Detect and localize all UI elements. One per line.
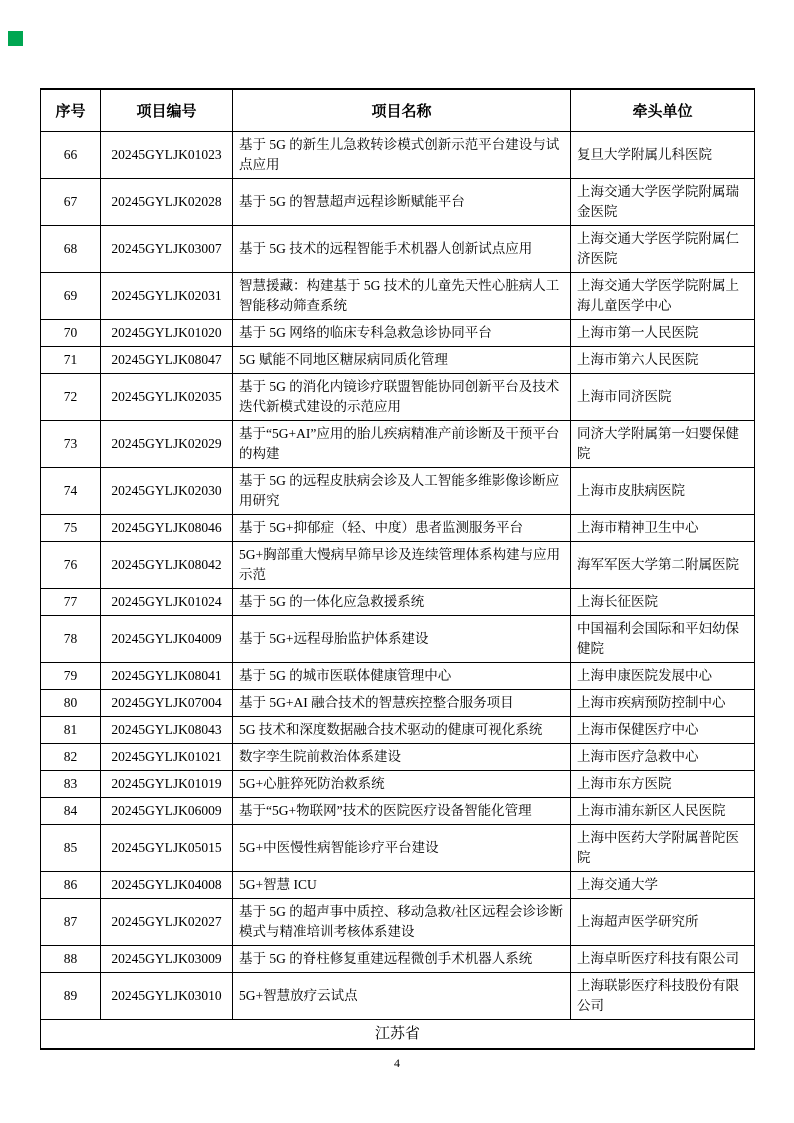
project-code-cell: 20245GYLJK08043 bbox=[101, 717, 233, 744]
lead-unit-cell: 上海市第六人民医院 bbox=[571, 347, 755, 374]
row-index-cell: 86 bbox=[41, 872, 101, 899]
project-name-cell: 基于 5G+AI 融合技术的智慧疾控整合服务项目 bbox=[233, 690, 571, 717]
project-code-cell: 20245GYLJK01019 bbox=[101, 771, 233, 798]
project-name-cell: 基于 5G 的超声事中质控、移动急救/社区远程会诊诊断模式与精准培训考核体系建设 bbox=[233, 899, 571, 946]
row-index-cell: 72 bbox=[41, 374, 101, 421]
col-header-lead-unit: 牵头单位 bbox=[571, 89, 755, 132]
row-index-cell: 73 bbox=[41, 421, 101, 468]
lead-unit-cell: 上海卓昕医疗科技有限公司 bbox=[571, 946, 755, 973]
project-name-cell: 基于“5G+AI”应用的胎儿疾病精准产前诊断及干预平台的构建 bbox=[233, 421, 571, 468]
row-index-cell: 87 bbox=[41, 899, 101, 946]
table-row bbox=[41, 690, 755, 717]
row-index-cell: 84 bbox=[41, 798, 101, 825]
project-code-cell: 20245GYLJK04009 bbox=[101, 616, 233, 663]
table-row bbox=[41, 825, 755, 872]
lead-unit-cell: 上海交通大学医学院附属仁济医院 bbox=[571, 226, 755, 273]
project-code-cell: 20245GYLJK02029 bbox=[101, 421, 233, 468]
project-code-cell: 20245GYLJK02035 bbox=[101, 374, 233, 421]
project-code-cell: 20245GYLJK01024 bbox=[101, 589, 233, 616]
table-row bbox=[41, 717, 755, 744]
project-name-cell: 基于 5G 的新生儿急救转诊模式创新示范平台建设与试点应用 bbox=[233, 132, 571, 179]
table-row bbox=[41, 226, 755, 273]
table-row bbox=[41, 744, 755, 771]
row-index-cell: 77 bbox=[41, 589, 101, 616]
lead-unit-cell: 上海市医疗急救中心 bbox=[571, 744, 755, 771]
project-name-cell: 基于 5G 的消化内镜诊疗联盟智能协同创新平台及技术迭代新模式建设的示范应用 bbox=[233, 374, 571, 421]
table-row bbox=[41, 273, 755, 320]
lead-unit-cell: 海军军医大学第二附属医院 bbox=[571, 542, 755, 589]
row-index-cell: 80 bbox=[41, 690, 101, 717]
lead-unit-cell: 同济大学附属第一妇婴保健院 bbox=[571, 421, 755, 468]
project-name-cell: 基于 5G 的一体化应急救援系统 bbox=[233, 589, 571, 616]
project-code-cell: 20245GYLJK07004 bbox=[101, 690, 233, 717]
project-code-cell: 20245GYLJK02030 bbox=[101, 468, 233, 515]
project-name-cell: 5G+智慧 ICU bbox=[233, 872, 571, 899]
table-header bbox=[41, 89, 755, 132]
project-name-cell: 5G+中医慢性病智能诊疗平台建设 bbox=[233, 825, 571, 872]
lead-unit-cell: 上海超声医学研究所 bbox=[571, 899, 755, 946]
header-row bbox=[41, 89, 755, 132]
table-row bbox=[41, 468, 755, 515]
lead-unit-cell: 上海市疾病预防控制中心 bbox=[571, 690, 755, 717]
project-code-cell: 20245GYLJK01021 bbox=[101, 744, 233, 771]
lead-unit-cell: 上海市皮肤病医院 bbox=[571, 468, 755, 515]
table-row bbox=[41, 946, 755, 973]
lead-unit-cell: 上海申康医院发展中心 bbox=[571, 663, 755, 690]
lead-unit-cell: 上海市东方医院 bbox=[571, 771, 755, 798]
project-name-cell: 智慧援藏：构建基于 5G 技术的儿童先天性心脏病人工智能移动筛查系统 bbox=[233, 273, 571, 320]
project-code-cell: 20245GYLJK03010 bbox=[101, 973, 233, 1020]
lead-unit-cell: 上海联影医疗科技股份有限公司 bbox=[571, 973, 755, 1020]
project-name-cell: 5G+智慧放疗云试点 bbox=[233, 973, 571, 1020]
row-index-cell: 78 bbox=[41, 616, 101, 663]
project-code-cell: 20245GYLJK06009 bbox=[101, 798, 233, 825]
section-footer-label: 江苏省 bbox=[41, 1020, 755, 1050]
green-marker-icon bbox=[8, 31, 23, 46]
project-name-cell: 5G+胸部重大慢病早筛早诊及连续管理体系构建与应用示范 bbox=[233, 542, 571, 589]
project-name-cell: 基于 5G 技术的远程智能手术机器人创新试点应用 bbox=[233, 226, 571, 273]
project-name-cell: 5G 技术和深度数据融合技术驱动的健康可视化系统 bbox=[233, 717, 571, 744]
lead-unit-cell: 上海长征医院 bbox=[571, 589, 755, 616]
project-code-cell: 20245GYLJK08046 bbox=[101, 515, 233, 542]
project-name-cell: 基于 5G 的城市医联体健康管理中心 bbox=[233, 663, 571, 690]
lead-unit-cell: 上海市精神卫生中心 bbox=[571, 515, 755, 542]
col-header-project-name: 项目名称 bbox=[233, 89, 571, 132]
table-row bbox=[41, 421, 755, 468]
row-index-cell: 70 bbox=[41, 320, 101, 347]
project-code-cell: 20245GYLJK02027 bbox=[101, 899, 233, 946]
project-code-cell: 20245GYLJK03007 bbox=[101, 226, 233, 273]
row-index-cell: 68 bbox=[41, 226, 101, 273]
project-name-cell: 基于“5G+物联网”技术的医院医疗设备智能化管理 bbox=[233, 798, 571, 825]
project-name-cell: 基于 5G 的脊柱修复重建远程微创手术机器人系统 bbox=[233, 946, 571, 973]
col-header-index: 序号 bbox=[41, 89, 101, 132]
project-name-cell: 基于 5G+远程母胎监护体系建设 bbox=[233, 616, 571, 663]
project-name-cell: 基于 5G 的远程皮肤病会诊及人工智能多维影像诊断应用研究 bbox=[233, 468, 571, 515]
table-body bbox=[41, 132, 755, 1050]
table-row bbox=[41, 320, 755, 347]
table-row bbox=[41, 771, 755, 798]
project-code-cell: 20245GYLJK01023 bbox=[101, 132, 233, 179]
row-index-cell: 74 bbox=[41, 468, 101, 515]
project-code-cell: 20245GYLJK05015 bbox=[101, 825, 233, 872]
lead-unit-cell: 复旦大学附属儿科医院 bbox=[571, 132, 755, 179]
section-footer-row bbox=[41, 1020, 755, 1050]
lead-unit-cell: 上海市同济医院 bbox=[571, 374, 755, 421]
lead-unit-cell: 上海市浦东新区人民医院 bbox=[571, 798, 755, 825]
table-row bbox=[41, 663, 755, 690]
lead-unit-cell: 上海市保健医疗中心 bbox=[571, 717, 755, 744]
page-number: 4 bbox=[394, 1056, 400, 1070]
lead-unit-cell: 上海交通大学医学院附属上海儿童医学中心 bbox=[571, 273, 755, 320]
row-index-cell: 83 bbox=[41, 771, 101, 798]
project-code-cell: 20245GYLJK08042 bbox=[101, 542, 233, 589]
lead-unit-cell: 上海交通大学 bbox=[571, 872, 755, 899]
row-index-cell: 71 bbox=[41, 347, 101, 374]
project-name-cell: 5G 赋能不同地区糖尿病同质化管理 bbox=[233, 347, 571, 374]
project-code-cell: 20245GYLJK08047 bbox=[101, 347, 233, 374]
project-code-cell: 20245GYLJK08041 bbox=[101, 663, 233, 690]
lead-unit-cell: 上海交通大学医学院附属瑞金医院 bbox=[571, 179, 755, 226]
table-row bbox=[41, 542, 755, 589]
table-row bbox=[41, 872, 755, 899]
row-index-cell: 82 bbox=[41, 744, 101, 771]
project-code-cell: 20245GYLJK01020 bbox=[101, 320, 233, 347]
project-code-cell: 20245GYLJK02031 bbox=[101, 273, 233, 320]
project-name-cell: 基于 5G 网络的临床专科急救急诊协同平台 bbox=[233, 320, 571, 347]
row-index-cell: 76 bbox=[41, 542, 101, 589]
table-row bbox=[41, 798, 755, 825]
row-index-cell: 75 bbox=[41, 515, 101, 542]
row-index-cell: 88 bbox=[41, 946, 101, 973]
table-row bbox=[41, 347, 755, 374]
table-row bbox=[41, 179, 755, 226]
row-index-cell: 89 bbox=[41, 973, 101, 1020]
lead-unit-cell: 中国福利会国际和平妇幼保健院 bbox=[571, 616, 755, 663]
project-code-cell: 20245GYLJK04008 bbox=[101, 872, 233, 899]
project-code-cell: 20245GYLJK03009 bbox=[101, 946, 233, 973]
row-index-cell: 79 bbox=[41, 663, 101, 690]
lead-unit-cell: 上海市第一人民医院 bbox=[571, 320, 755, 347]
table-row bbox=[41, 589, 755, 616]
row-index-cell: 81 bbox=[41, 717, 101, 744]
project-name-cell: 数字孪生院前救治体系建设 bbox=[233, 744, 571, 771]
lead-unit-cell: 上海中医药大学附属普陀医院 bbox=[571, 825, 755, 872]
project-name-cell: 基于 5G+抑郁症（轻、中度）患者监测服务平台 bbox=[233, 515, 571, 542]
row-index-cell: 66 bbox=[41, 132, 101, 179]
row-index-cell: 85 bbox=[41, 825, 101, 872]
project-name-cell: 基于 5G 的智慧超声远程诊断赋能平台 bbox=[233, 179, 571, 226]
project-name-cell: 5G+心脏猝死防治救系统 bbox=[233, 771, 571, 798]
table-row bbox=[41, 973, 755, 1020]
row-index-cell: 67 bbox=[41, 179, 101, 226]
col-header-project-code: 项目编号 bbox=[101, 89, 233, 132]
table-row bbox=[41, 515, 755, 542]
table-row bbox=[41, 616, 755, 663]
table-row bbox=[41, 132, 755, 179]
project-code-cell: 20245GYLJK02028 bbox=[101, 179, 233, 226]
table-row bbox=[41, 899, 755, 946]
table-row bbox=[41, 374, 755, 421]
row-index-cell: 69 bbox=[41, 273, 101, 320]
project-table bbox=[40, 88, 755, 1050]
